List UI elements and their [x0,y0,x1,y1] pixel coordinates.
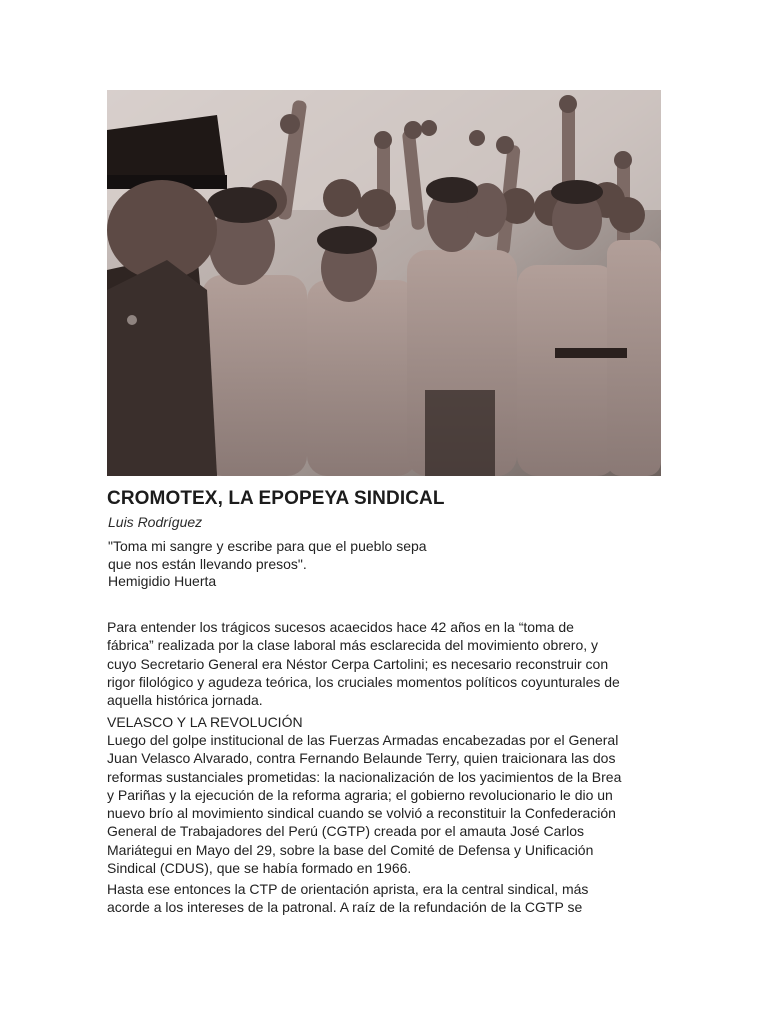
paragraph-line: Sindical (CDUS), que se había formado en 1966. [107,860,412,877]
paragraph-line: rigor filológico y agudeza teórica, los cruciales momentos políticos coyunturales de [107,673,620,690]
paragraph-line: Luego del golpe institucional de las Fuerzas Armadas encabezadas por el General [107,732,619,748]
paragraph-line: Mariátegui en Mayo del 29, sobre la base del Comité de Defensa y Unificación [107,841,594,858]
paragraph-line: y Pariñas y la ejecución de la reforma agraria; el gobierno revolucionario le dio un [107,786,613,803]
paragraph-line: cuyo Secretario General era Néstor Cerpa Cartolini; es necesario reconstruir con [107,655,609,672]
continuation-paragraph [107,880,667,917]
paragraph-line: reformas sustanciales prometidas: la nacionalización de los yacimientos de la Brea [107,768,622,785]
paragraph-line: Juan Velasco Alvarado, contra Fernando Belaunde Terry, quien traicionara las dos [107,750,616,767]
quote-line: que nos están llevando presos". [108,555,307,572]
intro-paragraph [107,618,667,709]
article-author: Luis Rodríguez [108,514,203,530]
paragraph-line: acorde a los intereses de la patronal. A raíz de la refundación de la CGTP se [107,899,583,916]
paragraph-line: aquella histórica jornada. [107,692,263,709]
photo-image [107,90,661,476]
quote-line: "Toma mi sangre y escribe para que el pueblo sepa [108,538,427,554]
article-title: CROMOTEX, LA EPOPEYA SINDICAL [107,488,445,509]
section-heading: VELASCO Y LA REVOLUCIÓN [107,714,303,730]
epigraph-quote [108,538,427,591]
paragraph-line: Hasta ese entonces la CTP de orientación aprista, era la central sindical, más [107,881,589,897]
article-photo [107,90,661,476]
quote-attribution: Hemigidio Huerta [108,573,217,589]
section-paragraph [107,731,667,877]
paragraph-line: fábrica” realizada por la clase laboral más esclarecida del movimiento obrero, y [107,637,599,654]
paragraph-line: Para entender los trágicos sucesos acaecidos hace 42 años en la “toma de [107,619,574,635]
paragraph-line: General de Trabajadores del Perú (CGTP) creada por el amauta José Carlos [107,823,585,840]
paragraph-line: nuevo brío al movimiento sindical cuando se volvió a reconstituir la Confederación [107,805,616,822]
